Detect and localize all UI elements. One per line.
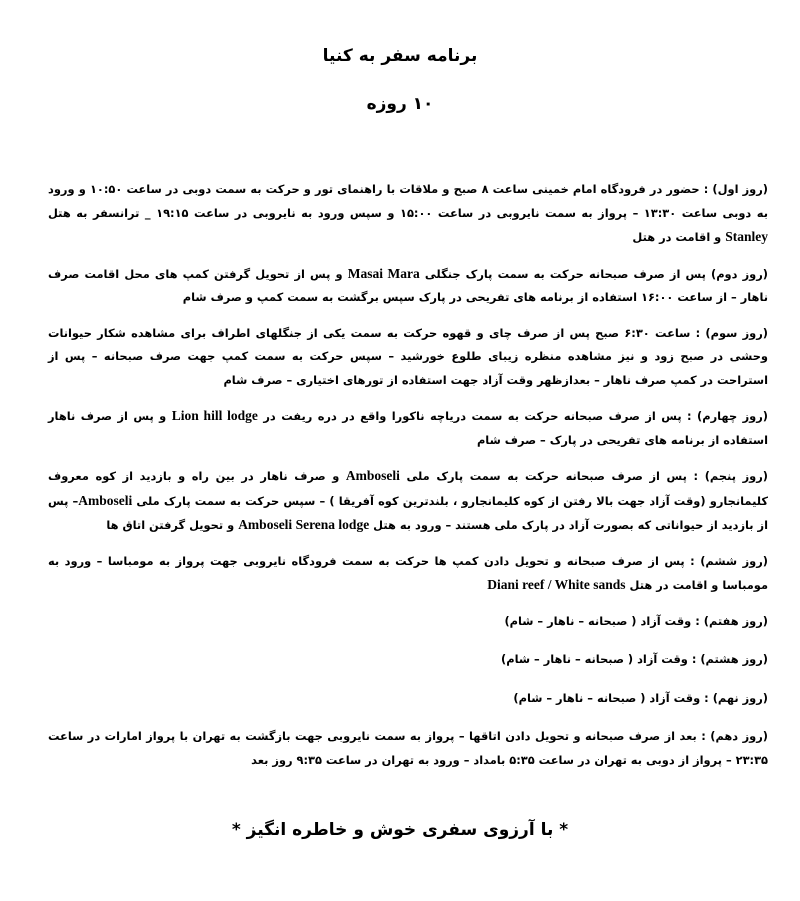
hotel-name: Stanley	[725, 229, 768, 244]
day-2-paragraph: (روز دوم) پس از صرف صبحانه حرکت به سمت پارک جنگلی Masai Mara و پس از تحویل گرفتن کمپ های محل اقامت صرف ناهار – از ساعت ۱۶:۰۰ استفاده از برنامه های تفریحی در پارک سپس برگشت به سمت کمپ و صرف شام	[48, 265, 768, 304]
day-3-paragraph: (روز سوم) : ساعت ۶:۳۰ صبح پس از صرف چای و قهوه حرکت به سمت یکی از جنگلهای اطراف برای مشاهده شکار حیوانات وحشی در صبح زود و نیز مشاهده منظره زیبای طلوع خورشید – سپس حرکت به سمت کمپ جهت صرف صبحانه – پس از استراحت در کمپ صرف ناهار – بعدازظهر وقت آزاد جهت استفاده از تورهای اختیاری – صرف شام	[48, 325, 768, 387]
park-name: Amboseli	[345, 468, 400, 483]
park-name: Masai Mara	[347, 265, 420, 281]
day-6-paragraph: (روز ششم) : پس از صرف صبحانه و تحویل دادن کمپ ها حرکت به سمت فرودگاه نایروبی جهت پرواز به مومباسا – ورود به مومباسا و اقامت در هتل Diani reef / White sands	[48, 553, 768, 592]
day-4-paragraph: (روز چهارم) : پس از صرف صبحانه حرکت به سمت دریاچه ناکورا واقع در دره ریفت در Lion hill lodge و پس از صرف ناهار استفاده از برنامه های تفریحی در پارک – صرف شام	[48, 408, 768, 447]
park-name: Amboseli	[78, 492, 133, 508]
day-8-paragraph: (روز هشتم) : وقت آزاد ( صبحانه – ناهار – شام)	[501, 652, 768, 666]
lodge-name: Amboseli Serena lodge	[238, 517, 370, 532]
day-5-paragraph: (روز پنجم) : پس از صرف صبحانه حرکت به سمت پارک ملی Amboseli و صرف ناهار در بین راه و بازدید از کوه معروف کلیمانجارو (وقت آزاد جهت بالا رفتن از کوه کلیمانجارو ، بلندترین کوه آفریقا ) – سپس حرکت به سمت پارک ملی Amboseli– پس از بازدید از حیواناتی که بصورت آزاد در پارک ملی هستند – ورود به هتل Amboseli Serena lodge و تحویل گرفتن اتاق ها	[48, 468, 768, 532]
itinerary-list	[48, 178, 768, 784]
day-1-paragraph: (روز اول) : حضور در فرودگاه امام خمینی ساعت ۸ صبح و ملاقات با راهنمای تور و حرکت به سمت دوبی در ساعت ۱۰:۵۰ و ورود به دوبی ساعت ۱۳:۳۰ – پرواز به سمت نایروبی در ساعت ۱۵:۰۰ و سپس ورود به نایروبی در ساعت ۱۹:۱۵ _ ترانسفر به هتل Stanley و اقامت در هتل	[48, 182, 769, 244]
lodge-name: Lion hill lodge	[171, 408, 258, 423]
document-title: برنامه سفر به کنیا	[322, 46, 478, 66]
day-7-paragraph: (روز هفتم) : وقت آزاد ( صبحانه – ناهار – شام)	[504, 613, 768, 628]
document-subtitle: ۱۰ روزه	[366, 94, 434, 114]
day-10-paragraph: (روز دهم) : بعد از صرف صبحانه و تحویل دادن اتاقها – پرواز به سمت نایروبی جهت بازگشت به تهران با پرواز امارات در ساعت ۲۳:۳۵ – پرواز از دوبی به تهران در ساعت ۵:۳۵ بامداد – ورود به تهران در ساعت ۹:۳۵ روز بعد	[48, 729, 768, 767]
day-9-paragraph: (روز نهم) : وقت آزاد ( صبحانه – ناهار – شام)	[513, 690, 768, 705]
closing-wish: * با آرزوی سفری خوش و خاطره انگیز *	[231, 820, 569, 840]
hotel-name: Diani reef / White sands	[487, 577, 626, 592]
